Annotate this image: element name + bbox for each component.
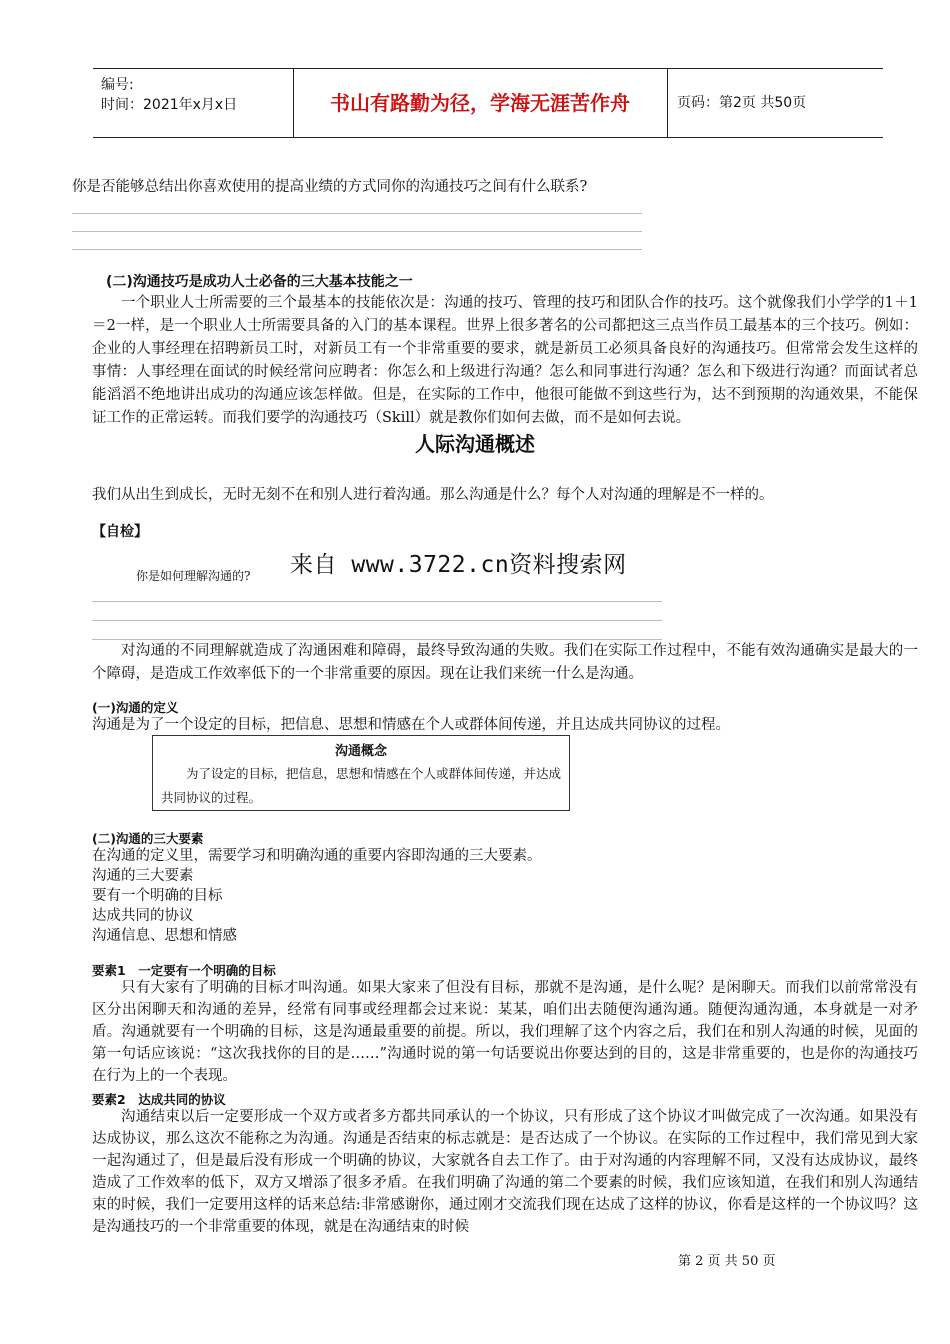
question-1: 你是否能够总结出你喜欢使用的提高业绩的方式同你的沟通技巧之间有什么联系? <box>72 179 588 195</box>
concept-box <box>152 735 570 811</box>
concept-box-title: 沟通概念 <box>334 744 387 759</box>
elements-intro: 在沟通的定义里，需要学习和明确沟通的重要内容即沟通的三大要素。 <box>92 848 542 864</box>
header-divider <box>667 69 668 137</box>
time-label: 时间：2021年x月x日 <box>101 97 238 113</box>
answer-line <box>72 231 642 232</box>
element2-body: 沟通结束以后一定要形成一个双方或者多方都共同承认的一个协议，只有形成了这个协议才叫做完成了一次沟通。如果没有达成协议，那么这次不能称之为沟通。沟通是否结束的标志就是：是否达成了一个协议。在实际的工作过程中，我们常见到大家一起沟通过了，但是最后没有形成一个明确的协议，大家就各自去工作了。由于对沟通的内容理解不同，又没有达成协议，最终造成了工作效率的低下，双方又增添了很多矛盾。在我们明确了沟通的第二个要素的时候，我们应该知道，在我们和别人沟通结束的时候，我们一定要用这样的话来总结:非常感谢你，通过刚才交流我们现在达成了这样的协议，你看是这样的一个协议吗？这是沟通技巧的一个非常重要的体现，就是在沟通结束的时候 <box>92 1109 918 1235</box>
main-title: 人际沟通概述 <box>415 432 535 456</box>
elements-heading: (二)沟通的三大要素 <box>92 831 204 846</box>
header-meta <box>101 75 291 115</box>
definition-body: 沟通是为了一个设定的目标，把信息、思想和情感在个人或群体间传递，并且达成共同协议的过程。 <box>92 717 730 733</box>
header-page-info: 页码：第2页 共50页 <box>677 95 807 111</box>
page-footer: 第 2 页 共 50 页 <box>678 1254 776 1269</box>
concept-box-body: 为了设定的目标，把信息，思想和情感在个人或群体间传递，并达成共同协议的过程。 <box>161 766 562 805</box>
section-heading: (二)沟通技巧是成功人士必备的三大基本技能之一 <box>106 274 413 290</box>
elements-list-block <box>92 846 542 946</box>
answer-line <box>92 601 662 602</box>
watermark-text: 来自 www.3722.cn资料搜索网 <box>290 552 627 578</box>
element1-body: 只有大家有了明确的目标才叫沟通。如果大家来了但没有目标，那就不是沟通，是什么呢？是闲聊天。而我们以前常常没有区分出闲聊天和沟通的差异，经常有同事或经理都会过来说：某某，咱们出去随便沟通沟通。随便沟通沟通，本身就是一对矛盾。沟通就要有一个明确的目标，这是沟通最重要的前提。所以，我们理解了这个内容之后，我们在和别人沟通的时候，见面的第一句话应该说：“这次我找你的目的是……”沟通时说的第一句话要说出你要达到的目的，这是非常重要的，也是你的沟通技巧在行为上的一个表现。 <box>92 980 918 1084</box>
header-motto: 书山有路勤为径，学海无涯苦作舟 <box>330 91 630 115</box>
self-check-label: 【自检】 <box>92 524 148 540</box>
page-header <box>93 68 883 138</box>
answer-line <box>72 249 642 250</box>
elements-list-item: 要有一个明确的目标 <box>92 888 223 904</box>
elements-list-title: 沟通的三大要素 <box>92 868 194 884</box>
element1-heading: 要素1 一定要有一个明确的目标 <box>92 963 276 978</box>
section-body: 一个职业人士所需要的三个最基本的技能依次是：沟通的技巧、管理的技巧和团队合作的技巧。这个就像我们小学学的1＋1＝2一样，是一个职业人士所需要具备的入门的基本课程。世界上很多著名的公司都把这三点当作员工最基本的三个技巧。例如：企业的人事经理在招聘新员工时，对新员工有一个非常重要的要求，就是新员工必须具备良好的沟通技巧。但常常会发生这样的事情：人事经理在面试的时候经常问应聘者：你怎么和上级进行沟通？怎么和同事进行沟通？怎么和下级进行沟通？而面试者总能滔滔不绝地讲出成功的沟通应该怎样做。但是，在实际的工作中，他很可能做不到这些行为，达不到预期的沟通效果，不能保证工作的正常运转。而我们要学的沟通技巧（Skill）就是教你们如何去做，而不是如何去说。 <box>92 295 918 426</box>
definition-heading: (一)沟通的定义 <box>92 700 179 715</box>
element2-heading: 要素2 达成共同的协议 <box>92 1092 226 1107</box>
number-label: 编号: <box>101 77 134 93</box>
intro-text: 我们从出生到成长，无时无刻不在和别人进行着沟通。那么沟通是什么？每个人对沟通的理解是不一样的。 <box>92 487 774 503</box>
elements-list-item: 达成共同的协议 <box>92 908 194 924</box>
answer-line <box>92 620 662 621</box>
elements-list-item: 沟通信息、思想和情感 <box>92 928 237 944</box>
answer-line <box>72 213 642 214</box>
question-2: 你是如何理解沟通的? <box>136 569 251 583</box>
misunderstanding-paragraph: 对沟通的不同理解就造成了沟通困难和障碍，最终导致沟通的失败。我们在实际工作过程中，不能有效沟通确实是最大的一个障碍，是造成工作效率低下的一个非常重要的原因。现在让我们来统一什么是沟通。 <box>92 643 918 682</box>
